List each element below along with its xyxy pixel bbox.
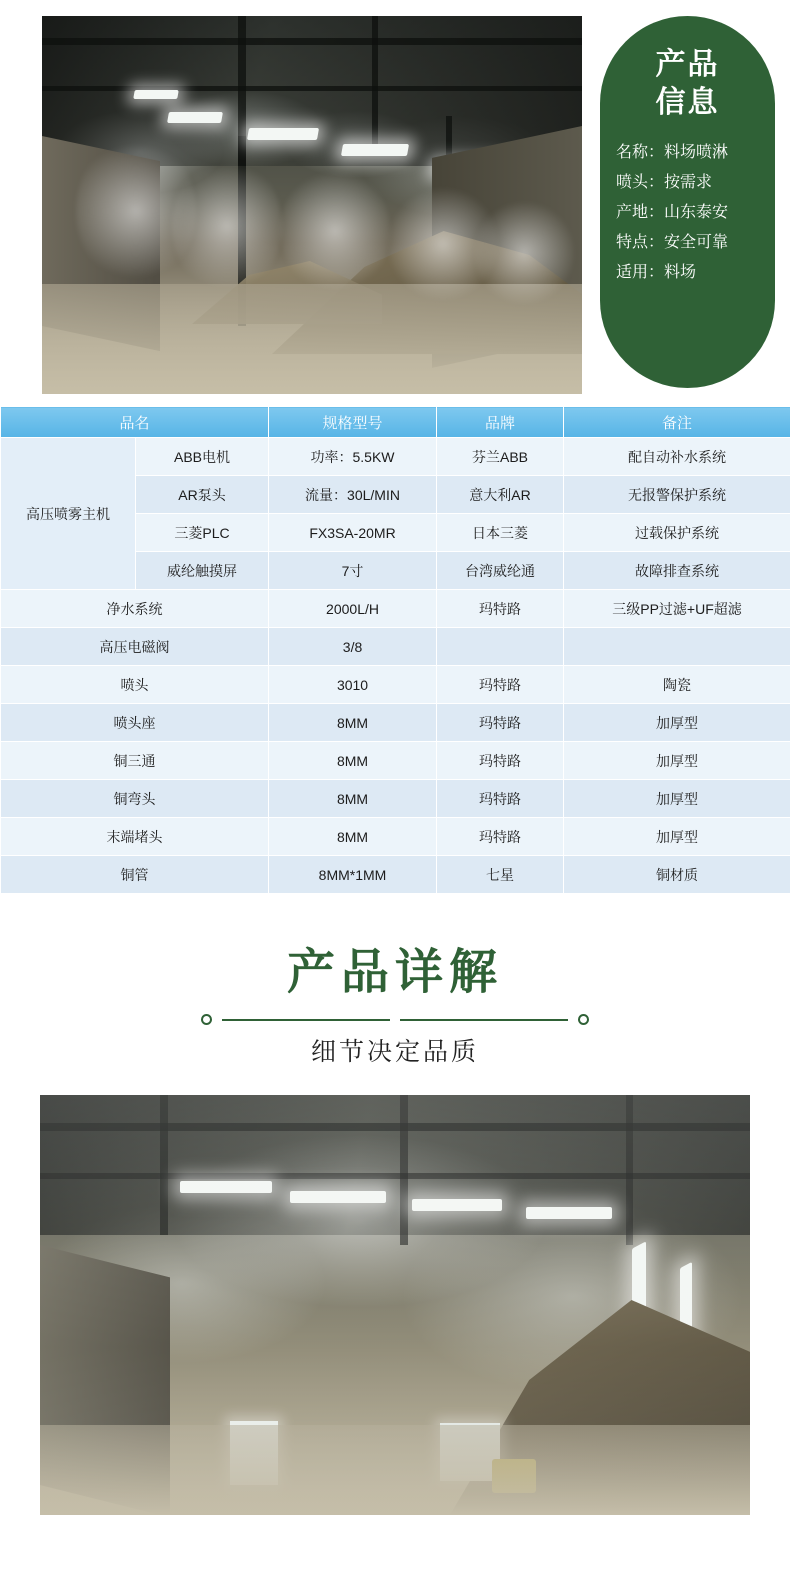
cell-name: 铜三通 [1, 742, 269, 780]
section-title: 产品详解 [286, 946, 503, 999]
cell-spec: 7寸 [269, 552, 437, 590]
info-row-feature: 特点：安全可靠 [616, 234, 729, 251]
cell-name: 净水系统 [1, 590, 269, 628]
info-card-title [614, 46, 761, 122]
cell-name: 高压电磁阀 [1, 628, 269, 666]
roof-column [372, 16, 378, 156]
info-row-origin: 产地：山东泰安 [616, 204, 729, 221]
mist-plume [280, 166, 390, 296]
cell-note: 加厚型 [564, 704, 790, 742]
cell-spec: 功率：5.5KW [269, 438, 437, 476]
cell-note: 铜材质 [564, 856, 790, 894]
column-header-name: 品名 [1, 407, 269, 438]
cell-brand: 意大利AR [437, 476, 564, 514]
cell-brand: 玛特路 [437, 780, 564, 818]
host-group-label: 高压喷雾主机 [1, 438, 136, 590]
warehouse-photo-illustration [42, 16, 582, 394]
divider-line-left [222, 1019, 390, 1021]
cell-spec: 8MM [269, 742, 437, 780]
cell-spec: 2000L/H [269, 590, 437, 628]
cell-spec: FX3SA-20MR [269, 514, 437, 552]
info-card-title-line1: 产品 [655, 48, 720, 81]
table-row [1, 742, 790, 780]
table-row [1, 704, 790, 742]
mist-haze-overlay [40, 1095, 750, 1515]
info-card-title-line2: 信息 [655, 86, 720, 119]
cell-name: AR泵头 [136, 476, 269, 514]
cell-note [564, 628, 790, 666]
table-row [1, 590, 790, 628]
cell-note: 加厚型 [564, 818, 790, 856]
cell-spec: 8MM [269, 780, 437, 818]
roof-beam [42, 86, 582, 91]
table-row [1, 438, 790, 476]
table-row [1, 856, 790, 894]
cell-spec: 3/8 [269, 628, 437, 666]
table-row [1, 628, 790, 666]
skylight [133, 90, 179, 99]
cell-spec: 8MM [269, 704, 437, 742]
table-row [1, 780, 790, 818]
product-info-card [600, 16, 775, 388]
column-header-spec: 规格型号 [269, 407, 437, 438]
bottom-photo-wrapper [0, 1073, 790, 1515]
cell-brand: 玛特路 [437, 818, 564, 856]
cell-note: 加厚型 [564, 780, 790, 818]
cell-note: 配自动补水系统 [564, 438, 790, 476]
divider-line-right [400, 1019, 568, 1021]
cell-brand: 玛特路 [437, 704, 564, 742]
info-row-name: 名称：料场喷淋 [616, 144, 729, 161]
cell-spec: 流量：30L/MIN [269, 476, 437, 514]
cell-brand: 玛特路 [437, 742, 564, 780]
cell-spec: 8MM*1MM [269, 856, 437, 894]
cell-brand: 玛特路 [437, 590, 564, 628]
hero-photo [42, 16, 582, 394]
skylight [341, 144, 409, 156]
cell-brand [437, 628, 564, 666]
warehouse-photo-illustration-2 [40, 1095, 750, 1515]
info-row-nozzle: 喷头：按需求 [616, 174, 713, 191]
skylight [167, 112, 223, 123]
section-subtitle: 细节决定品质 [310, 1038, 479, 1066]
cell-name: 铜管 [1, 856, 269, 894]
cell-name: 喷头 [1, 666, 269, 704]
cell-name: 三菱PLC [136, 514, 269, 552]
cell-spec: 3010 [269, 666, 437, 704]
cell-brand: 台湾威纶通 [437, 552, 564, 590]
specification-table [0, 406, 790, 894]
table-header-row [1, 407, 790, 438]
cell-name: 喷头座 [1, 704, 269, 742]
info-row-application: 适用：料场 [616, 264, 697, 281]
cell-spec: 8MM [269, 818, 437, 856]
cell-name: 威纶触摸屏 [136, 552, 269, 590]
cell-note: 无报警保护系统 [564, 476, 790, 514]
bottom-photo [40, 1095, 750, 1515]
table-row [1, 818, 790, 856]
hero-section [0, 0, 790, 400]
column-header-brand: 品牌 [437, 407, 564, 438]
section-divider [0, 1014, 790, 1025]
section-header [0, 894, 790, 1073]
cell-brand: 七星 [437, 856, 564, 894]
cell-name: 末端堵头 [1, 818, 269, 856]
cell-name: 铜弯头 [1, 780, 269, 818]
roof-beam [42, 38, 582, 45]
cell-note: 加厚型 [564, 742, 790, 780]
skylight [247, 128, 319, 140]
cell-note: 三级PP过滤+UF超滤 [564, 590, 790, 628]
table-row [1, 666, 790, 704]
cell-brand: 芬兰ABB [437, 438, 564, 476]
cell-note: 故障排查系统 [564, 552, 790, 590]
mist-plume [172, 156, 282, 296]
column-header-note: 备注 [564, 407, 790, 438]
mist-plume [474, 198, 574, 308]
divider-dot-left-icon [201, 1014, 212, 1025]
cell-note: 陶瓷 [564, 666, 790, 704]
cell-note: 过载保护系统 [564, 514, 790, 552]
cell-name: ABB电机 [136, 438, 269, 476]
divider-dot-right-icon [578, 1014, 589, 1025]
cell-brand: 日本三菱 [437, 514, 564, 552]
cell-brand: 玛特路 [437, 666, 564, 704]
